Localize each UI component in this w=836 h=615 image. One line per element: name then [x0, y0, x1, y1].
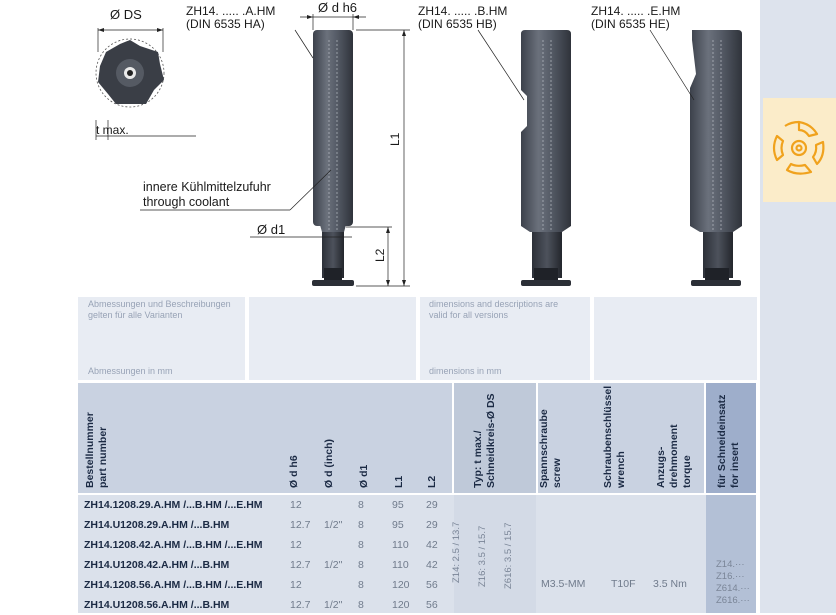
insert-z616: Z616.··· [716, 595, 750, 606]
coolant-label-en: through coolant [143, 195, 230, 209]
table-row[interactable]: ZH14.U1208.29.A.HM /...B.HM 12.7 1/2" 8 95 29 [84, 519, 438, 531]
type-z14: Z14: 2.5 / 13.7 [451, 521, 462, 583]
header-screw-en: screw [551, 458, 563, 488]
table-row[interactable]: ZH14.1208.56.A.HM /...B.HM /...E.HM 12 8 120 56 [84, 579, 438, 591]
milling-cutter-icon [763, 98, 836, 202]
table-row[interactable]: ZH14.U1208.42.A.HM /...B.HM 12.7 1/2" 8 110 42 [84, 559, 438, 571]
header-d-h6: Ø d h6 [288, 455, 300, 488]
part-number: ZH14.1208.56.A.HM /...B.HM /...E.HM [84, 579, 263, 591]
note-en-line2: valid for all versions [429, 310, 509, 320]
header-d-inch: Ø d (inch) [323, 439, 335, 488]
header-torque-de1: Anzugs- [655, 446, 667, 488]
note-en-units: dimensions in mm [429, 366, 502, 376]
tmax-label: t max. [96, 123, 129, 137]
dh6-label: Ø d h6 [318, 0, 358, 15]
note-panel-blank-1 [249, 297, 416, 380]
insert-z614: Z614.··· [716, 583, 750, 594]
tool-variant-a [140, 14, 410, 286]
l2-label: L2 [373, 248, 387, 262]
torque-value: 3.5 Nm [653, 578, 687, 590]
part-number: ZH14.U1208.42.A.HM /...B.HM [84, 559, 230, 571]
variant-b-din: (DIN 6535 HB) [418, 17, 497, 31]
header-screw-de: Spannschraube [538, 409, 550, 488]
table-row[interactable]: ZH14.U1208.56.A.HM /...B.HM 12.7 1/2" 8 120 56 [84, 599, 438, 611]
variant-e-din: (DIN 6535 HE) [591, 17, 670, 31]
tool-variant-e [650, 30, 742, 286]
header-torque-en: torque [681, 455, 693, 488]
tool-variant-b [478, 30, 571, 286]
header-part-en: part number [97, 426, 109, 488]
header-torque-de2: drehmoment [668, 424, 680, 488]
screw-value: M3.5-MM [541, 578, 586, 590]
part-number: ZH14.U1208.56.A.HM /...B.HM [84, 599, 230, 611]
d1-label: Ø d1 [257, 222, 286, 237]
header-wrench-en: wrench [615, 451, 627, 488]
coolant-label-de: innere Kühlmittelzufuhr [143, 180, 271, 194]
variant-b-title: ZH14. ..... .B.HM [418, 4, 508, 18]
section-tab[interactable] [763, 98, 836, 202]
part-number: ZH14.1208.42.A.HM /...B.HM /...E.HM [84, 539, 263, 551]
variant-a-din: (DIN 6535 HA) [186, 17, 265, 31]
type-z16: Z16: 3.5 / 15.7 [477, 525, 488, 587]
header-l2: L2 [426, 475, 438, 488]
header-type-line1: Typ: t max./ [472, 430, 484, 488]
insert-z14: Z14.··· [716, 559, 745, 570]
table-row[interactable]: ZH14.1208.29.A.HM /...B.HM /...E.HM 12 8 95 29 [84, 499, 438, 511]
table-row[interactable]: ZH14.1208.42.A.HM /...B.HM /...E.HM 12 8 110 42 [84, 539, 438, 551]
note-de-line1: Abmessungen und Beschreibungen [88, 299, 231, 309]
variant-a-title: ZH14. ..... .A.HM [186, 4, 276, 18]
header-wrench-de: Schraubenschlüssel [602, 385, 614, 488]
header-type-line2: Schneidkreis-Ø DS [485, 393, 497, 488]
body-band-type [454, 495, 536, 613]
part-number: ZH14.1208.29.A.HM /...B.HM /...E.HM [84, 499, 263, 511]
header-insert-de: für Schneideinsatz [716, 394, 728, 488]
type-z616: Z616: 3.5 / 15.7 [503, 522, 514, 589]
header-part-de: Bestellnummer [84, 412, 96, 488]
header-insert-en: for insert [729, 442, 741, 488]
header-l1: L1 [393, 475, 405, 488]
l1-label: L1 [388, 132, 402, 146]
variant-e-title: ZH14. ..... .E.HM [591, 4, 681, 18]
ds-label: Ø DS [110, 7, 142, 22]
note-de-units: Abmessungen in mm [88, 366, 173, 376]
header-d1: Ø d1 [358, 464, 370, 488]
side-strip [760, 0, 836, 613]
part-number: ZH14.U1208.29.A.HM /...B.HM [84, 519, 230, 531]
wrench-value: T10F [611, 578, 636, 590]
note-de-line2: gelten für alle Varianten [88, 310, 183, 320]
note-en-line1: dimensions and descriptions are [429, 299, 559, 309]
insert-z16: Z16.··· [716, 571, 745, 582]
note-panel-blank-2 [594, 297, 757, 380]
